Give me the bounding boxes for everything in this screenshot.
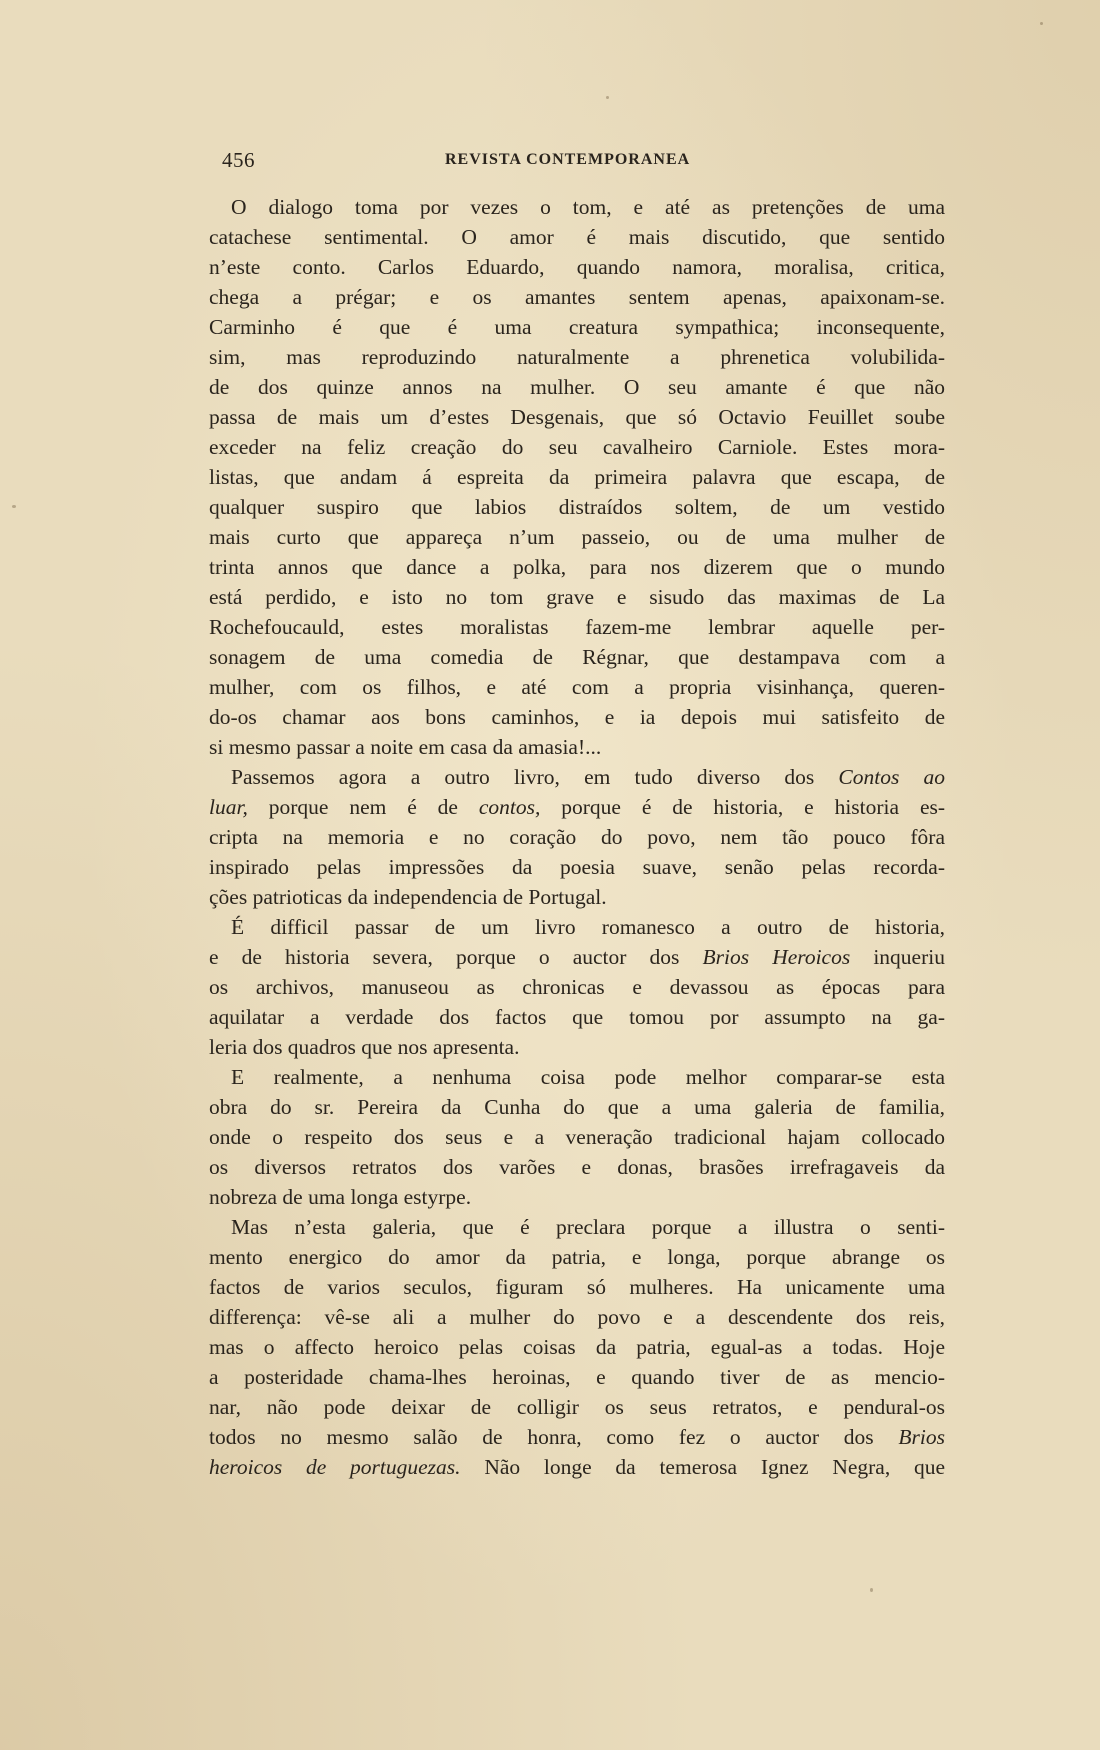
text-line: passa de mais um d’estes Desgenais, que só Octavio Feuillet soube bbox=[209, 405, 945, 429]
italic-title: contos, bbox=[478, 795, 541, 819]
text-line: do-os chamar aos bons caminhos, e ia depois mui satisfeito de bbox=[209, 705, 945, 729]
text-line bbox=[209, 1422, 945, 1452]
text-line: mais curto que appareça n’um passeio, ou de uma mulher de bbox=[209, 525, 945, 549]
text-segment: todos no mesmo salão de honra, como fez o auctor dos bbox=[209, 1425, 874, 1449]
text-line: mas o affecto heroico pelas coisas da patria, egual-as a todas. Hoje bbox=[209, 1335, 945, 1359]
text-line: E realmente, a nenhuma coisa pode melhor comparar-se esta bbox=[231, 1065, 945, 1089]
text-line: mulher, com os filhos, e até com a propria visinhança, queren- bbox=[209, 675, 945, 699]
text-line: si mesmo passar a noite em casa da amasia!... bbox=[209, 735, 602, 759]
text-line: inspirado pelas impressões da poesia suave, senão pelas recorda- bbox=[209, 855, 945, 879]
paper-speck bbox=[12, 505, 16, 508]
italic-title: Contos ao bbox=[838, 765, 946, 789]
italic-title: heroicos de portuguezas. bbox=[209, 1455, 461, 1479]
text-line bbox=[209, 1452, 945, 1482]
text-line: n’este conto. Carlos Eduardo, quando namora, moralisa, critica, bbox=[209, 255, 945, 279]
text-line: catachese sentimental. O amor é mais discutido, que sentido bbox=[209, 225, 945, 249]
text-line: chega a prégar; e os amantes sentem apenas, apaixonam-se. bbox=[209, 285, 945, 309]
text-line: É difficil passar de um livro romanesco a outro de historia, bbox=[231, 915, 945, 939]
text-line: cripta na memoria e no coração do povo, nem tão pouco fôra bbox=[209, 825, 945, 849]
text-line: ções patrioticas da independencia de Portugal. bbox=[209, 885, 607, 909]
text-line bbox=[209, 942, 945, 972]
text-line: Carminho é que é uma creatura sympathica; inconsequente, bbox=[209, 315, 945, 339]
text-segment: Não longe da temerosa Ignez Negra, que bbox=[484, 1455, 946, 1479]
text-line: leria dos quadros que nos apresenta. bbox=[209, 1035, 520, 1059]
text-segment: porque nem é de bbox=[268, 795, 458, 819]
body-text bbox=[209, 192, 945, 1482]
text-line: nobreza de uma longa estyrpe. bbox=[209, 1185, 472, 1209]
text-line bbox=[209, 792, 945, 822]
text-line: mento energico do amor da patria, e longa, porque abrange os bbox=[209, 1245, 945, 1269]
paper-speck bbox=[870, 1588, 873, 1592]
text-line: Rochefoucauld, estes moralistas fazem-me lembrar aquelle per- bbox=[209, 615, 945, 639]
text-line: sonagem de uma comedia de Régnar, que destampava com a bbox=[209, 645, 945, 669]
text-line: nar, não pode deixar de colligir os seus retratos, e pendural-os bbox=[209, 1395, 945, 1419]
text-segment: Passemos agora a outro livro, em tudo diverso dos bbox=[231, 765, 815, 789]
text-line: de dos quinze annos na mulher. O seu amante é que não bbox=[209, 375, 945, 399]
page-number: 456 bbox=[222, 148, 255, 172]
text-line: onde o respeito dos seus e a veneração tradicional hajam collocado bbox=[209, 1125, 945, 1149]
text-line: exceder na feliz creação do seu cavalheiro Carniole. Estes mora- bbox=[209, 435, 945, 459]
text-segment: e de historia severa, porque o auctor dos bbox=[209, 945, 680, 969]
paper-speck bbox=[1040, 22, 1043, 25]
text-line: obra do sr. Pereira da Cunha do que a uma galeria de familia, bbox=[209, 1095, 945, 1119]
running-title: REVISTA CONTEMPORANEA bbox=[445, 151, 691, 168]
italic-title: Brios bbox=[898, 1425, 945, 1449]
text-line: differença: vê-se ali a mulher do povo e a descendente dos reis, bbox=[209, 1305, 945, 1329]
text-line: está perdido, e isto no tom grave e sisudo das maximas de La bbox=[209, 585, 945, 609]
text-line: factos de varios seculos, figuram só mulheres. Ha unicamente uma bbox=[209, 1275, 945, 1299]
text-line: Mas n’esta galeria, que é preclara porque a illustra o senti- bbox=[231, 1215, 945, 1239]
text-segment: inqueriu bbox=[873, 945, 945, 969]
text-segment: porque é de historia, e historia es- bbox=[561, 795, 946, 819]
text-line: qualquer suspiro que labios distraídos soltem, de um vestido bbox=[209, 495, 945, 519]
text-line: a posteridade chama-lhes heroinas, e quando tiver de as mencio- bbox=[209, 1365, 945, 1389]
italic-title: Brios Heroicos bbox=[702, 945, 851, 969]
text-line: os archivos, manuseou as chronicas e devassou as épocas para bbox=[209, 975, 945, 999]
italic-title: luar, bbox=[209, 795, 248, 819]
text-line: aquilatar a verdade dos factos que tomou por assumpto na ga- bbox=[209, 1005, 945, 1029]
page-header bbox=[222, 148, 942, 172]
text-line: listas, que andam á espreita da primeira palavra que escapa, de bbox=[209, 465, 945, 489]
paper-speck bbox=[606, 96, 609, 99]
text-line: sim, mas reproduzindo naturalmente a phrenetica volubilida- bbox=[209, 345, 945, 369]
text-line: os diversos retratos dos varões e donas, brasões irrefragaveis da bbox=[209, 1155, 945, 1179]
text-line bbox=[209, 762, 945, 792]
text-line: trinta annos que dance a polka, para nos dizerem que o mundo bbox=[209, 555, 945, 579]
text-line: O dialogo toma por vezes o tom, e até as pretenções de uma bbox=[231, 195, 945, 219]
